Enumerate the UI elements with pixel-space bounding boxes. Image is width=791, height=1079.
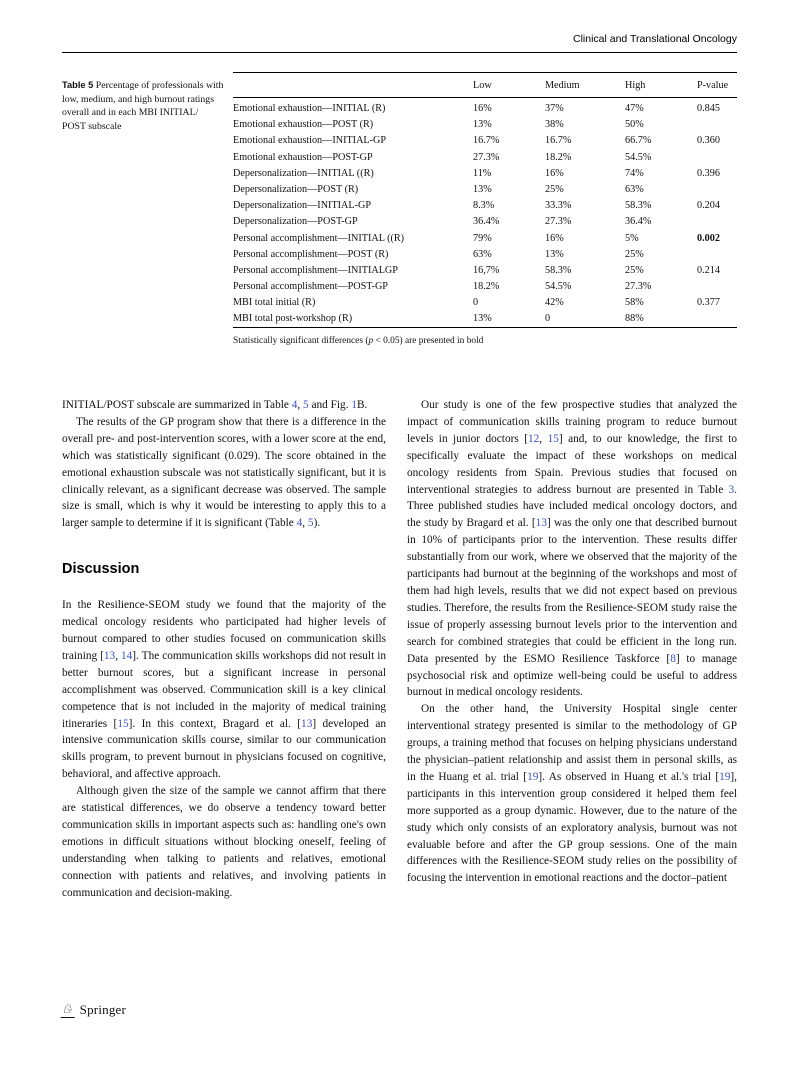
citation-link[interactable]: 15 xyxy=(547,432,559,445)
pvalue: 0.845 xyxy=(697,103,720,114)
citation-link[interactable]: 14 xyxy=(121,649,133,662)
table-row xyxy=(233,311,737,328)
table-row xyxy=(233,198,737,214)
low-value: 13% xyxy=(473,313,492,325)
low-value: 16.7% xyxy=(473,135,500,147)
publisher-logo xyxy=(61,1002,126,1018)
running-head: Clinical and Translational Oncology xyxy=(62,33,737,53)
pvalue xyxy=(697,181,737,197)
table-caption-text: Percentage of professionals with low, medium, and high burnout ratings overall and in each MBI INITIAL/ POST subscale xyxy=(62,80,224,132)
table-row xyxy=(233,214,737,230)
medium-value: 33.3% xyxy=(545,200,572,212)
section-heading: Discussion xyxy=(62,561,140,578)
citation-link[interactable]: 19 xyxy=(527,770,539,783)
row-label: Personal accomplishment—POST (R) xyxy=(233,248,389,260)
row-label: Depersonalization—POST (R) xyxy=(233,183,359,195)
high-value: 25% xyxy=(625,248,644,260)
pvalue xyxy=(697,278,737,294)
high-value: 25% xyxy=(625,264,644,276)
table5-section xyxy=(62,72,737,346)
row-label: Personal accomplishment—INITIAL ((R) xyxy=(233,232,405,244)
low-value: 79% xyxy=(473,232,492,244)
low-value: 8.3% xyxy=(473,200,495,212)
table-caption-label: Table 5 xyxy=(62,80,94,90)
low-value: 0 xyxy=(473,297,479,309)
low-value: 13% xyxy=(473,119,492,131)
high-value: 47% xyxy=(625,103,644,114)
table-row xyxy=(233,181,737,197)
low-value: 36.4% xyxy=(473,216,500,228)
table-row xyxy=(233,262,737,278)
high-value: 58.3% xyxy=(625,200,652,212)
pvalue xyxy=(697,311,737,328)
medium-value: 54.5% xyxy=(545,281,572,293)
citation-link[interactable]: 4 xyxy=(296,517,303,530)
body-column-right xyxy=(407,397,737,887)
medium-value: 37% xyxy=(545,103,564,114)
medium-value: 42% xyxy=(545,297,564,309)
citation-link[interactable]: 12 xyxy=(527,432,540,445)
header-empty xyxy=(233,73,473,98)
table-row xyxy=(233,230,737,246)
pvalue: 0.002 xyxy=(697,232,720,244)
table-footnote: Statistically significant differences (p < 0.05) are presented in bold xyxy=(233,336,484,347)
row-label: Personal accomplishment—INITIALGP xyxy=(233,264,398,276)
low-value: 27.3% xyxy=(473,151,500,163)
medium-value: 0 xyxy=(545,313,551,325)
pvalue xyxy=(697,117,737,133)
low-value: 18.2% xyxy=(473,281,500,293)
paragraph: In the Resilience-SEOM study we found that the majority of the medical oncology residents who participated had higher levels of burnout compared to other studies focused on communication skills training [13, 14]. The communication skills workshops did not result in better burnout scores, but a significant increase in personal accomplishment was observed. Communication skill is a key clinical competence that is not included in the majority of medical training itineraries [15]. In this context, Bragard et al. [13] developed an intensive communication skills course, similar to our communication skills program, to prevent burnout in physicians focused on cognitive, behavioral, and affective approach. xyxy=(62,599,386,781)
citation-link[interactable]: 5 xyxy=(303,399,309,411)
pvalue xyxy=(697,149,737,165)
high-value: 54.5% xyxy=(625,151,652,163)
citation-link[interactable]: 1 xyxy=(351,399,358,411)
row-label: Depersonalization—INITIAL ((R) xyxy=(233,167,374,179)
row-label: MBI total initial (R) xyxy=(233,297,316,309)
table-row xyxy=(233,117,737,133)
table-body xyxy=(233,98,737,328)
medium-value: 38% xyxy=(545,119,564,131)
row-label: MBI total post-workshop (R) xyxy=(233,313,353,325)
row-label: Emotional exhaustion—POST (R) xyxy=(233,119,374,131)
citation-link[interactable]: 8 xyxy=(670,652,676,665)
citation-link[interactable]: 4 xyxy=(291,399,298,411)
medium-value: 18.2% xyxy=(545,151,572,163)
table-row xyxy=(233,98,737,117)
high-value: 50% xyxy=(625,119,644,131)
medium-value: 25% xyxy=(545,183,564,195)
paragraph: Our study is one of the few prospective studies that analyzed the impact of communication skills training program to reduce burnout levels in junior doctors [12, 15] and, to our knowledge, the first to specifically evaluate the impact of these workshops on medical oncology residents from Spain. Previous studies that focused on interventional strategies to address burnout are presented in Table 3. Three published studies have included medical oncology doctors, and the study by Bragard et al. [13] was the only one that described burnout in 10% of participants prior to the intervention. These results differ substantially from our work, where we observed that the majority of the participants had burnout at the beginning of the workshops and most of them had high levels, results that we did not expect based on previous studies. Therefore, the results from the Resilience-SEOM study raise the issue of properly assessing burnout levels prior to the intervention and search for combined strategies that could be efficient in the long run. Data presented by the ESMO Resilience Taskforce [8] to manage psychosocial risk and optimize well-being could be useful to address burnout in medical oncology residents. xyxy=(407,399,738,699)
pvalue xyxy=(697,214,737,230)
row-label: Emotional exhaustion—INITIAL-GP xyxy=(233,135,387,147)
row-label: Depersonalization—INITIAL-GP xyxy=(233,200,372,212)
header-low: Low xyxy=(473,73,545,98)
high-value: 66.7% xyxy=(625,135,652,147)
table-header-row xyxy=(233,73,737,98)
medium-value: 16% xyxy=(545,167,564,179)
row-label: Personal accomplishment—POST-GP xyxy=(233,281,388,293)
citation-link[interactable]: 13 xyxy=(301,717,313,730)
table-row xyxy=(233,295,737,311)
row-label: Emotional exhaustion—POST-GP xyxy=(233,151,373,163)
table-row xyxy=(233,246,737,262)
table-row xyxy=(233,278,737,294)
table-row xyxy=(233,133,737,149)
paragraph: INITIAL/POST subscale are summarized in Table 4, 5 and Fig. 1B. xyxy=(62,399,368,411)
header-medium: Medium xyxy=(545,73,625,98)
paragraph: The results of the GP program show that there is a difference in the overall pre- and post-intervention scores, with a lower score at the end, which was statistically significant (0.029). The score obtained in the emotional exhaustion subscale was not statistically significant, but it is clinically relevant, as a significant decrease was observed. The sample size is small, which is why it would be interesting to apply this to a larger sample to determine if it is significant (Table 4, 5). xyxy=(62,415,386,530)
high-value: 63% xyxy=(625,183,644,195)
low-value: 16,7% xyxy=(473,264,500,276)
high-value: 58% xyxy=(625,297,644,309)
citation-link[interactable]: 13 xyxy=(535,517,547,530)
medium-value: 16% xyxy=(545,232,564,244)
pvalue: 0.214 xyxy=(697,264,720,276)
medium-value: 16.7% xyxy=(545,135,572,147)
high-value: 74% xyxy=(625,167,644,179)
table-row xyxy=(233,149,737,165)
citation-link[interactable]: 3 xyxy=(728,483,735,496)
citation-link[interactable]: 19 xyxy=(719,770,731,783)
medium-value: 27.3% xyxy=(545,216,572,228)
citation-link[interactable]: 13 xyxy=(103,649,116,662)
low-value: 16% xyxy=(473,103,492,114)
high-value: 27.3% xyxy=(625,281,652,293)
springer-horse-icon: ♘ xyxy=(62,1001,74,1017)
high-value: 88% xyxy=(625,313,644,325)
row-label: Emotional exhaustion—INITIAL (R) xyxy=(233,103,386,114)
pvalue: 0.396 xyxy=(697,167,720,179)
high-value: 5% xyxy=(625,232,639,244)
table-row xyxy=(233,165,737,181)
medium-value: 58.3% xyxy=(545,264,572,276)
low-value: 63% xyxy=(473,248,492,260)
publisher-name: Springer xyxy=(79,1002,127,1017)
citation-link[interactable]: 15 xyxy=(117,717,129,730)
medium-value: 13% xyxy=(545,248,564,260)
header-high: High xyxy=(625,73,697,98)
pvalue: 0.360 xyxy=(697,135,720,147)
table-wrap xyxy=(233,72,737,346)
citation-link[interactable]: 5 xyxy=(307,517,314,530)
paragraph: Although given the size of the sample we cannot affirm that there are statistical differences, we do observe a tendency toward better communication skills in important aspects such as: handling one's own emotions in difficult situations without blocking oneself, feeling of understanding when talking to patients and relatives, emotional connection with patients and relatives, and involving patients in communication and decision-making. xyxy=(62,785,386,899)
table-caption xyxy=(62,72,224,133)
high-value: 36.4% xyxy=(625,216,652,228)
burnout-table xyxy=(233,72,737,328)
header-pvalue: P-value xyxy=(697,73,737,98)
pvalue xyxy=(697,246,737,262)
pvalue: 0.377 xyxy=(697,297,720,309)
paragraph: On the other hand, the University Hospital single center interventional strategy presented is similar to the methodology of GP groups, a training method that focuses on helping physicians understand the physician–patient relationship and assist them in personal skills, as in the Huang et al. trial [19]. As observed in Huang et al.'s trial [19], participants in this intervention group considered it helped them feel more supported as a group dynamic. However, due to the nature of the study which only consists of an exploratory analysis, burnout was not evaluable before and after the GP group sessions. One of the main differences with the Resilience-SEOM study relies on the possibility of focusing the intervention in emotional reactions and the doctor–patient xyxy=(407,703,737,885)
row-label: Depersonalization—POST-GP xyxy=(233,216,358,228)
pvalue: 0.204 xyxy=(697,200,720,212)
low-value: 11% xyxy=(473,167,492,179)
body-column-left xyxy=(62,397,386,901)
low-value: 13% xyxy=(473,183,492,195)
